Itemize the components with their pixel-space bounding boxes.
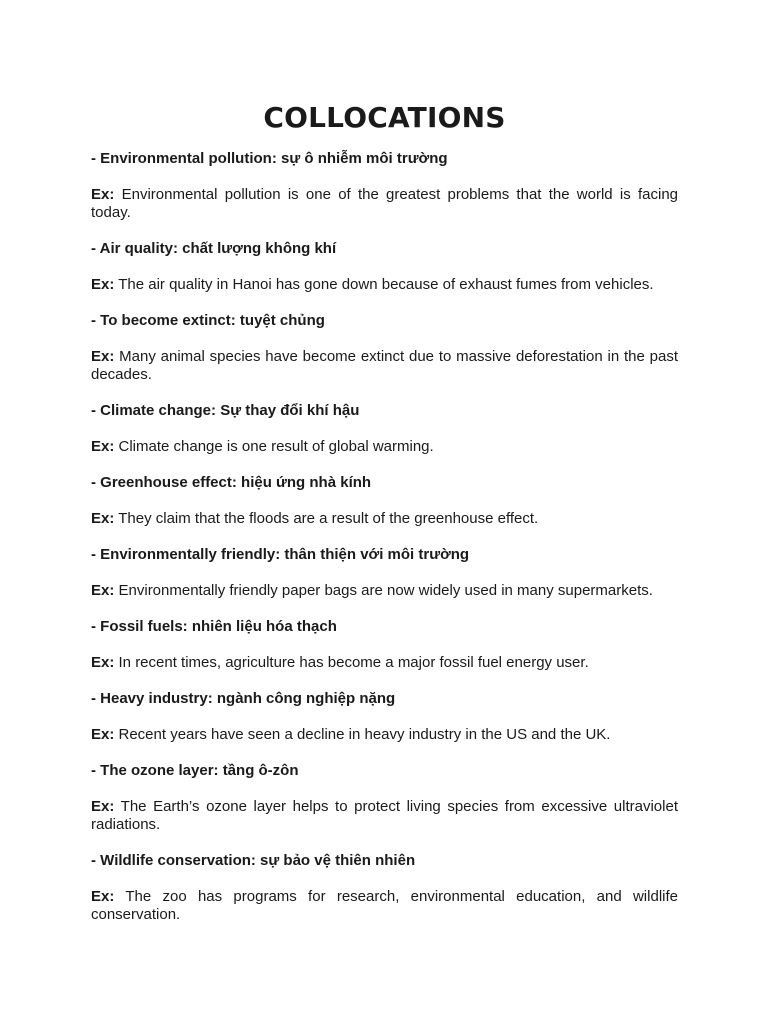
collocation-entry <box>91 312 678 384</box>
collocation-term: - Wildlife conservation: sự bảo vệ thiên nhiên <box>91 852 416 869</box>
collocation-list <box>91 150 678 924</box>
page-title: COLLOCATIONS <box>263 101 506 134</box>
example-text: The air quality in Hanoi has gone down because of exhaust fumes from vehicles. <box>114 276 654 293</box>
example-sentence <box>91 888 678 924</box>
example-text: Recent years have seen a decline in heavy industry in the US and the UK. <box>114 726 611 743</box>
collocation-entry <box>91 546 678 600</box>
example-sentence <box>91 582 678 600</box>
collocation-entry <box>91 762 678 834</box>
example-text: The Earth’s ozone layer helps to protect living species from excessive ultraviolet radiations. <box>91 798 678 833</box>
collocation-entry <box>91 852 678 924</box>
collocation-term: - Climate change: Sự thay đổi khí hậu <box>91 402 360 419</box>
example-text: They claim that the floods are a result of the greenhouse effect. <box>114 510 539 527</box>
collocation-term: - Air quality: chất lượng không khí <box>91 240 337 257</box>
example-label: Ex: <box>91 654 115 671</box>
example-sentence <box>91 438 678 456</box>
example-sentence <box>91 798 678 834</box>
example-text: Climate change is one result of global warming. <box>114 438 434 455</box>
collocation-term: - Environmental pollution: sự ô nhiễm môi trường <box>91 150 448 167</box>
example-sentence <box>91 186 678 222</box>
example-label: Ex: <box>91 438 115 455</box>
collocation-entry <box>91 150 678 222</box>
example-label: Ex: <box>91 582 115 599</box>
example-text: The zoo has programs for research, environmental education, and wildlife conservation. <box>91 888 678 923</box>
example-label: Ex: <box>91 726 115 743</box>
example-sentence <box>91 348 678 384</box>
collocation-entry <box>91 690 678 744</box>
collocation-term: - Heavy industry: ngành công nghiệp nặng <box>91 690 396 707</box>
collocation-term: - Fossil fuels: nhiên liệu hóa thạch <box>91 618 337 635</box>
collocation-term: - To become extinct: tuyệt chủng <box>91 312 325 329</box>
example-sentence <box>91 510 678 528</box>
collocation-term: - The ozone layer: tầng ô-zôn <box>91 762 299 779</box>
example-sentence <box>91 726 678 744</box>
collocation-term: - Environmentally friendly: thân thiện với môi trường <box>91 546 470 563</box>
example-label: Ex: <box>91 348 115 365</box>
example-text: Environmental pollution is one of the greatest problems that the world is facing today. <box>91 186 678 221</box>
collocation-entry <box>91 240 678 294</box>
collocation-entry <box>91 618 678 672</box>
example-label: Ex: <box>91 510 115 527</box>
example-text: Many animal species have become extinct due to massive deforestation in the past decades. <box>91 348 678 383</box>
example-label: Ex: <box>91 888 115 905</box>
collocation-entry <box>91 402 678 456</box>
example-text: Environmentally friendly paper bags are now widely used in many supermarkets. <box>114 582 653 599</box>
example-sentence <box>91 654 678 672</box>
example-sentence <box>91 276 678 294</box>
collocation-entry <box>91 474 678 528</box>
example-label: Ex: <box>91 276 115 293</box>
example-label: Ex: <box>91 186 115 203</box>
example-label: Ex: <box>91 798 115 815</box>
example-text: In recent times, agriculture has become a major fossil fuel energy user. <box>114 654 589 671</box>
collocation-term: - Greenhouse effect: hiệu ứng nhà kính <box>91 474 372 491</box>
